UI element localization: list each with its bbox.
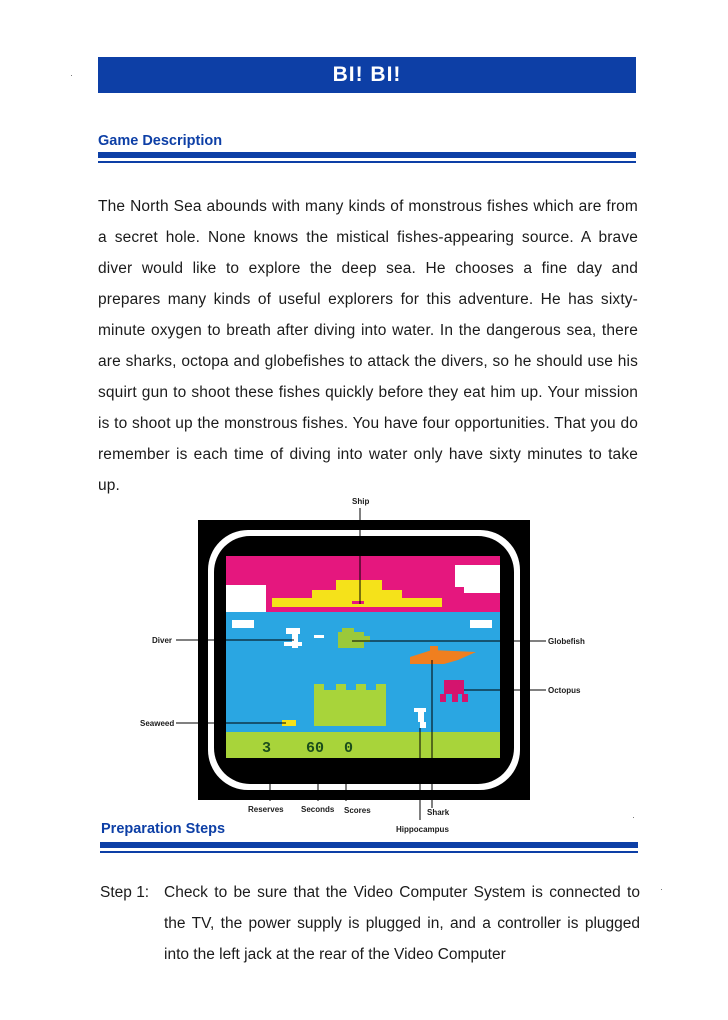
step-text: Check to be sure that the Video Computer System is connected to the TV, the power supply is plugged in, and a controller is plugged into the left jack at the rear of the Video Computer (164, 884, 640, 963)
seaweed-rocks (314, 684, 386, 726)
label-seaweed: Seaweed (140, 719, 175, 728)
cloud (226, 585, 266, 612)
page-title: BI! BI! (98, 57, 636, 93)
octopus (440, 680, 468, 702)
divider (100, 851, 638, 853)
label-seconds: Seconds (301, 805, 335, 814)
cloud (464, 583, 500, 593)
label-reserves: Reserves (248, 805, 284, 814)
ship-window (352, 601, 364, 604)
scan-speck: · (70, 70, 73, 80)
label-ship: Ship (352, 497, 370, 506)
hud-reserves: 3 (262, 740, 272, 757)
game-description-text: The North Sea abounds with many kinds of monstrous fishes which are from a secret hole. None knows the mistical fishes-appearing source. A brave diver would like to explore the deep sea. He chooses a fine day and prepares many kinds of useful explorers for this adventure. He has sixty-minute oxygen to breath after diving into water. In the dangerous sea, there are sharks, octopa and globefishes to attack the divers, so he should use his squirt gun to shoot these fishes quickly before they eat him up. Your mission is to shoot up the monstrous fishes. You have four opportunities. That you do remember is each time of diving into water only have sixty minutes to take up. (98, 198, 638, 494)
label-globefish: Globefish (548, 637, 585, 646)
scan-speck: · (660, 884, 663, 894)
hud-score: 0 (344, 740, 354, 757)
wave (232, 620, 254, 628)
divider (100, 842, 638, 848)
label-octopus: Octopus (548, 686, 581, 695)
wave (470, 620, 492, 628)
section-heading-preparation-steps: Preparation Steps (101, 821, 226, 837)
label-diver: Diver (152, 636, 173, 645)
step-number: Step 1: (100, 884, 150, 901)
hud-seconds: 60 (306, 740, 325, 757)
shark-fin (430, 646, 438, 652)
screen-bottom (226, 758, 500, 770)
section-heading-game-description: Game Description (98, 133, 223, 149)
label-scores: Scores (344, 806, 371, 815)
scan-speck: · (632, 812, 635, 822)
label-hippocampus: Hippocampus (396, 825, 449, 834)
label-shark: Shark (427, 808, 450, 817)
